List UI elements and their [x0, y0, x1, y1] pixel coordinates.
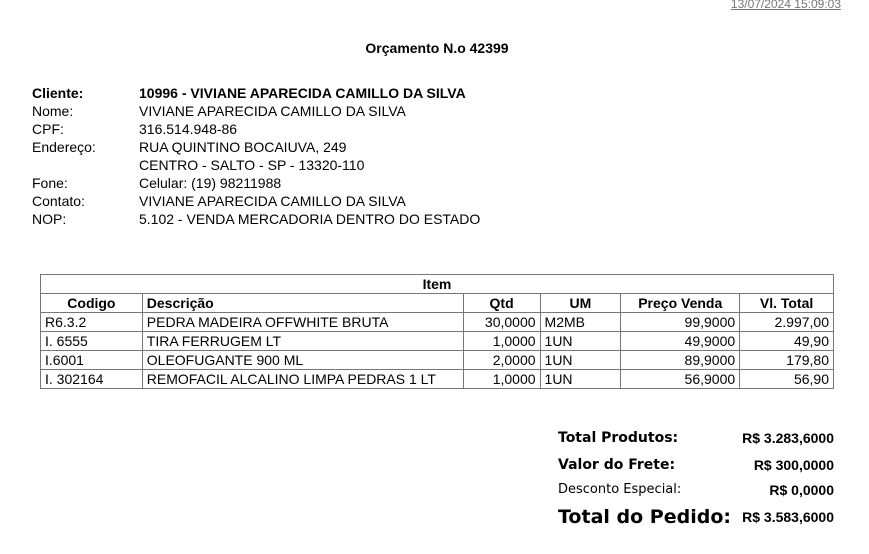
spacer: [32, 156, 139, 174]
label: Contato:: [32, 193, 85, 209]
cell: 1UN: [540, 370, 621, 389]
group-header: Item: [41, 275, 834, 294]
value: 316.514.948-86: [139, 121, 238, 137]
cell: I.6001: [41, 351, 143, 370]
label: Endereço:: [32, 139, 96, 155]
value: 10996 - VIVIANE APARECIDA CAMILLO DA SILVA: [139, 85, 466, 101]
cell: 2,0000: [463, 351, 540, 370]
cell: PEDRA MADEIRA OFFWHITE BRUTA: [142, 313, 463, 332]
client-row: [32, 84, 480, 102]
label: Total Produtos:: [558, 430, 679, 446]
value: R$ 300,0000: [753, 457, 834, 473]
value: R$ 3.283,6000: [742, 430, 834, 446]
nop-row: [32, 210, 480, 228]
name-row: [32, 102, 480, 120]
value: RUA QUINTINO BOCAIUVA, 249: [139, 139, 347, 155]
label: Valor do Frete:: [558, 457, 676, 473]
total-produtos: [558, 430, 834, 450]
cell: 99,9000: [621, 313, 740, 332]
address-row-2: [32, 156, 480, 174]
client-info: [32, 84, 480, 228]
cell: 30,0000: [463, 313, 540, 332]
cell: 179,80: [740, 351, 834, 370]
cell: 1UN: [540, 332, 621, 351]
cell: OLEOFUGANTE 900 ML: [142, 351, 463, 370]
timestamp: 13/07/2024 15:09:03: [730, 0, 841, 11]
cell: 49,90: [740, 332, 834, 351]
cell: 89,9000: [621, 351, 740, 370]
table-row: [41, 313, 834, 332]
col-total: Vl. Total: [740, 294, 834, 313]
value: R$ 0,0000: [769, 482, 834, 498]
phone-row: [32, 174, 480, 192]
table-row: [41, 351, 834, 370]
header-row: [41, 294, 834, 313]
cell: 1UN: [540, 351, 621, 370]
value: VIVIANE APARECIDA CAMILLO DA SILVA: [139, 193, 406, 209]
value: R$ 3.583,6000: [742, 509, 834, 525]
cell: REMOFACIL ALCALINO LIMPA PEDRAS 1 LT: [142, 370, 463, 389]
col-descricao: Descrição: [142, 294, 463, 313]
cell: 49,9000: [621, 332, 740, 351]
cell: 1,0000: [463, 370, 540, 389]
contact-row: [32, 192, 480, 210]
label: Total do Pedido:: [558, 506, 731, 528]
desconto-especial: [558, 482, 834, 502]
label: Nome:: [32, 103, 74, 119]
col-qtd: Qtd: [463, 294, 540, 313]
label: Desconto Especial:: [558, 482, 682, 497]
col-codigo: Codigo: [41, 294, 143, 313]
cell: 2.997,00: [740, 313, 834, 332]
cell: 56,9000: [621, 370, 740, 389]
cell: I. 302164: [41, 370, 143, 389]
page-title: Orçamento N.o 42399: [365, 40, 509, 56]
cell: TIRA FERRUGEM LT: [142, 332, 463, 351]
total-pedido: [558, 506, 834, 532]
label: CPF:: [32, 121, 64, 137]
label: Cliente:: [32, 85, 84, 101]
col-um: UM: [540, 294, 621, 313]
col-preco: Preço Venda: [621, 294, 740, 313]
label: Fone:: [32, 175, 68, 191]
items-table: [40, 274, 834, 389]
value: 5.102 - VENDA MERCADORIA DENTRO DO ESTADO: [139, 211, 481, 227]
label: NOP:: [32, 211, 67, 227]
address-row: [32, 138, 480, 156]
cell: M2MB: [540, 313, 621, 332]
valor-frete: [558, 457, 834, 477]
cell: 56,90: [740, 370, 834, 389]
value: Celular: (19) 98211988: [139, 175, 282, 191]
cell: R6.3.2: [41, 313, 143, 332]
table-row: [41, 332, 834, 351]
value: CENTRO - SALTO - SP - 13320-110: [139, 157, 365, 173]
value: VIVIANE APARECIDA CAMILLO DA SILVA: [139, 103, 406, 119]
cpf-row: [32, 120, 480, 138]
cell: I. 6555: [41, 332, 143, 351]
cell: 1,0000: [463, 332, 540, 351]
table-row: [41, 370, 834, 389]
